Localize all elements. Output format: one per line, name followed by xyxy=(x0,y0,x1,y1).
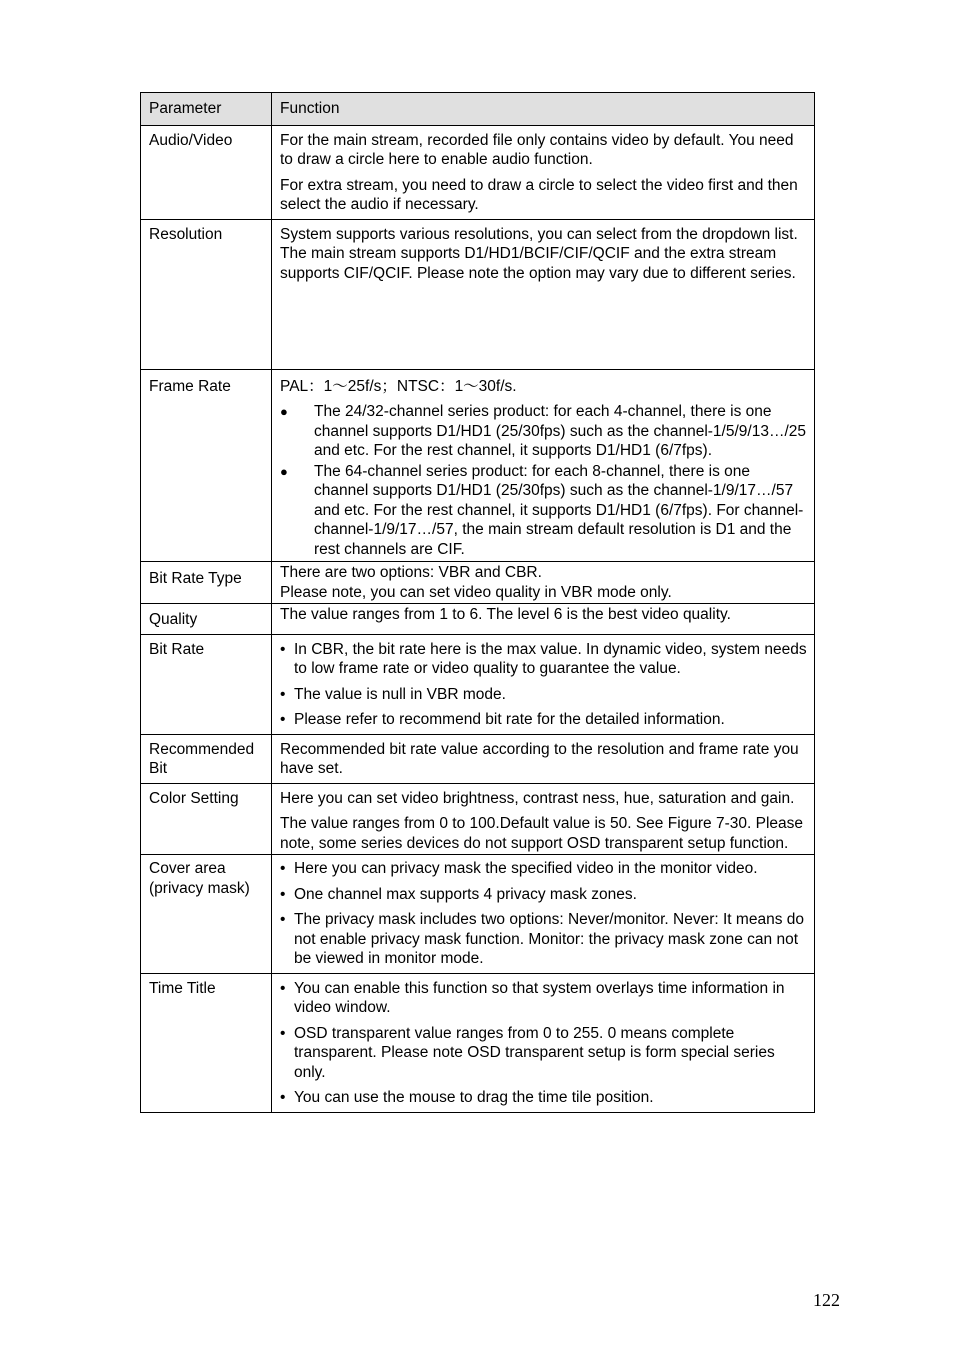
table-row xyxy=(141,634,815,734)
param-cell: Bit Rate Type xyxy=(141,562,272,604)
function-paragraph: The value ranges from 0 to 100.Default value is 50. See Figure 7-30. Please note, some series devices do not support OSD transparent setup function. xyxy=(280,815,803,852)
list-item xyxy=(280,1024,807,1083)
list-item-text: The value is null in VBR mode. xyxy=(294,685,506,703)
list-item-text: The privacy mask includes two options: Never/monitor. Never: It means do not enable privacy mask function. Monitor: the privacy mask zone can not be viewed in monitor mode. xyxy=(294,911,804,967)
list-item xyxy=(280,979,807,1018)
bullet-list xyxy=(280,979,807,1108)
table-row xyxy=(141,125,815,219)
list-item xyxy=(280,640,807,679)
function-cell xyxy=(272,783,815,855)
list-item xyxy=(280,910,807,969)
table-row xyxy=(141,562,815,604)
table-header-row xyxy=(141,93,815,126)
function-paragraph: Here you can set video brightness, contrast ness, hue, saturation and gain. xyxy=(280,789,795,807)
bullet-icon: • xyxy=(280,711,286,728)
page-number: 122 xyxy=(813,1290,840,1310)
list-item-text: One channel max supports 4 privacy mask zones. xyxy=(294,885,637,903)
function-paragraph: For the main stream, recorded file only contains video by default. You need to draw a circle here to enable audio function. xyxy=(280,131,794,168)
list-item xyxy=(280,402,807,461)
frame-rate-intro: PAL：1～25f/s；NTSC：1～30f/s. xyxy=(280,377,517,395)
param-cell: Cover area (privacy mask) xyxy=(141,855,272,974)
function-cell xyxy=(272,634,815,734)
function-cell xyxy=(272,125,815,219)
header-parameter: Parameter xyxy=(141,93,272,126)
bullet-icon: • xyxy=(280,1089,286,1106)
bullet-icon: ● xyxy=(280,404,288,419)
function-line: Please note, you can set video quality in VBR mode only. xyxy=(280,583,672,601)
function-paragraph: Recommended bit rate value according to the resolution and frame rate you have set. xyxy=(280,740,799,777)
param-cell: Frame Rate xyxy=(141,369,272,562)
bullet-list xyxy=(280,402,807,559)
function-paragraph: For extra stream, you need to draw a circle to select the video first and then select the audio if necessary. xyxy=(280,176,798,213)
list-item xyxy=(280,462,807,560)
bullet-icon: • xyxy=(280,860,286,877)
function-cell xyxy=(272,604,815,635)
list-item-text: You can enable this function so that system overlays time information in video window. xyxy=(294,979,785,1016)
bullet-icon: • xyxy=(280,885,286,903)
function-cell xyxy=(272,734,815,783)
bullet-icon: • xyxy=(280,911,286,928)
bullet-icon: ● xyxy=(280,463,288,479)
param-cell: Audio/Video xyxy=(141,125,272,219)
list-item-text: Here you can privacy mask the specified video in the monitor video. xyxy=(294,860,758,877)
function-cell xyxy=(272,219,815,369)
list-item xyxy=(280,710,807,730)
table-row xyxy=(141,604,815,635)
bullet-icon: • xyxy=(280,685,286,703)
table-row xyxy=(141,734,815,783)
header-function: Function xyxy=(272,93,815,126)
function-paragraph: System supports various resolutions, you can select from the dropdown list. The main stream supports D1/HD1/BCIF/CIF/QCIF and the extra stream supports CIF/QCIF. Please note the option may vary due to different series. xyxy=(280,225,798,282)
table-row xyxy=(141,783,815,855)
function-cell xyxy=(272,973,815,1112)
bullet-list xyxy=(280,640,807,730)
list-item-text: Please refer to recommend bit rate for the detailed information. xyxy=(294,711,725,728)
bullet-icon: • xyxy=(280,640,286,658)
list-item-text: The 64-channel series product: for each 8-channel, there is one channel supports D1/HD1 (25/30fps) such as the channel-1/9/17…/57 and etc. For the rest channel, it supports D1/HD1 (6/7fps). For channel- channel-1/9/17…/57, the main stream default resolution is D1 and the rest channels are CIF. xyxy=(314,462,804,558)
bullet-icon: • xyxy=(280,1024,286,1042)
list-item-text: You can use the mouse to drag the time tile position. xyxy=(294,1089,654,1106)
function-cell xyxy=(272,562,815,604)
function-line: There are two options: VBR and CBR. xyxy=(280,564,542,581)
list-item-text: OSD transparent value ranges from 0 to 255. 0 means complete transparent. Please note OSD transparent setup is form special series only. xyxy=(294,1024,775,1081)
list-item xyxy=(280,1088,807,1108)
table-row xyxy=(141,973,815,1112)
param-cell: Quality xyxy=(141,604,272,635)
param-cell: Bit Rate xyxy=(141,634,272,734)
param-cell: Color Setting xyxy=(141,783,272,855)
param-cell: Recommended Bit xyxy=(141,734,272,783)
list-item xyxy=(280,885,807,905)
function-line: The value ranges from 1 to 6. The level 6 is the best video quality. xyxy=(280,606,731,623)
param-cell: Resolution xyxy=(141,219,272,369)
bullet-icon: • xyxy=(280,979,286,997)
bullet-list xyxy=(280,859,807,969)
list-item-text: The 24/32-channel series product: for each 4-channel, there is one channel supports D1/HD1 (25/30fps) such as the channel-1/5/9/13…/25 and etc. For the rest channel, it supports D1/HD1 (6/7fps). xyxy=(314,403,806,459)
parameter-table xyxy=(140,92,815,1113)
table-row xyxy=(141,219,815,369)
function-cell xyxy=(272,855,815,974)
list-item-text: In CBR, the bit rate here is the max value. In dynamic video, system needs to low frame rate or video quality to guarantee the value. xyxy=(294,640,807,677)
table-row xyxy=(141,369,815,562)
list-item xyxy=(280,685,807,705)
table-row xyxy=(141,855,815,974)
function-cell xyxy=(272,369,815,562)
param-cell: Time Title xyxy=(141,973,272,1112)
list-item xyxy=(280,859,807,879)
